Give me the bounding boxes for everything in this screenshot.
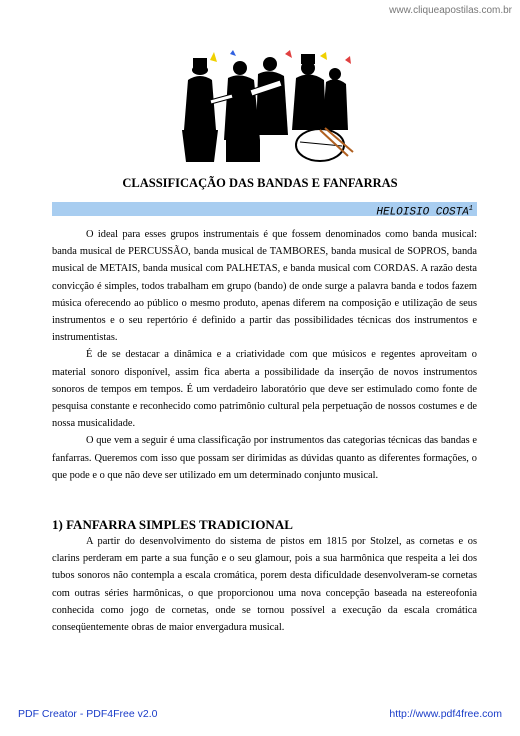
paragraph: O ideal para esses grupos instrumentais é que fossem denominados como banda musical: banda musical de PERCUSSÃO, banda musical de TAMBORES, banda musical de SOPROS, banda musical de METAIS, banda musical com PALHETAS, e banda musical com CORDAS. A razão desta convicção é simples, todos trabalham em grupo (bando) de onde surge a palavra banda e todos fazem música oferecendo ao público o mesmo produto, apenas diferem na composição e utilização de seus instrumentos e o seu repertório é definido a partir das possibilidades técnicas dos instrumentos e instrumentistas. [52,229,477,344]
paragraph: A partir do desenvolvimento do sistema de pistos em 1815 por Stolzel, as cornetas e os clarins perderam em parte a sua função e o seu glamour, pois a sua harmônica que respeita a lei dos tubos sonoros não contempla a escala cromática, porem desta dificuldade desenvolveram-se cornetas com outras séries harmônicas, o que proporcionou uma nova concepção baseada na estereofonia conhecida como jogo de cornetas, onde se tornou possível a execução da escala cromática conseqüentemente obras de maior envergadura musical. [52,536,477,634]
pdf4free-link[interactable]: http://www.pdf4free.com [389,708,502,720]
author-footnote-marker: 1 [468,205,473,213]
paragraph: É de se destacar a dinâmica e a criatividade com que músicos e regentes aproveitam o material sonoro disponível, assim fica aberta a possibilidade da inserção de novos instrumentos sonoros de tempos em tempos. É um verdadeiro laboratório que deve ser estimulado como fonte de pesquisa constante e reconhecido como patrimônio cultural pela perpetuação de nossos costumes e de nossa musicalidade. [52,349,477,430]
section-heading: 1) FANFARRA SIMPLES TRADICIONAL [52,517,293,532]
pdf-creator-label: PDF Creator - PDF4Free v2.0 [18,708,158,720]
author-name [376,202,473,220]
site-url: www.cliqueapostilas.com.br [389,5,512,16]
document-title: CLASSIFICAÇÃO DAS BANDAS E FANFARRAS [122,176,398,190]
section-body [52,533,477,636]
paragraph: O que vem a seguir é uma classificação por instrumentos das categorias técnicas das bandas e fanfarras. Queremos com isso que possam ser dirimidas as dúvidas quanto as diferentes formações, o que pode e o que não deve ser utilizado em um determinado conjunto musical. [52,435,477,481]
band-illustration [170,50,355,165]
author-text: HELOISIO COSTA [376,206,469,219]
intro-body [52,226,477,484]
author-bar [52,202,477,219]
